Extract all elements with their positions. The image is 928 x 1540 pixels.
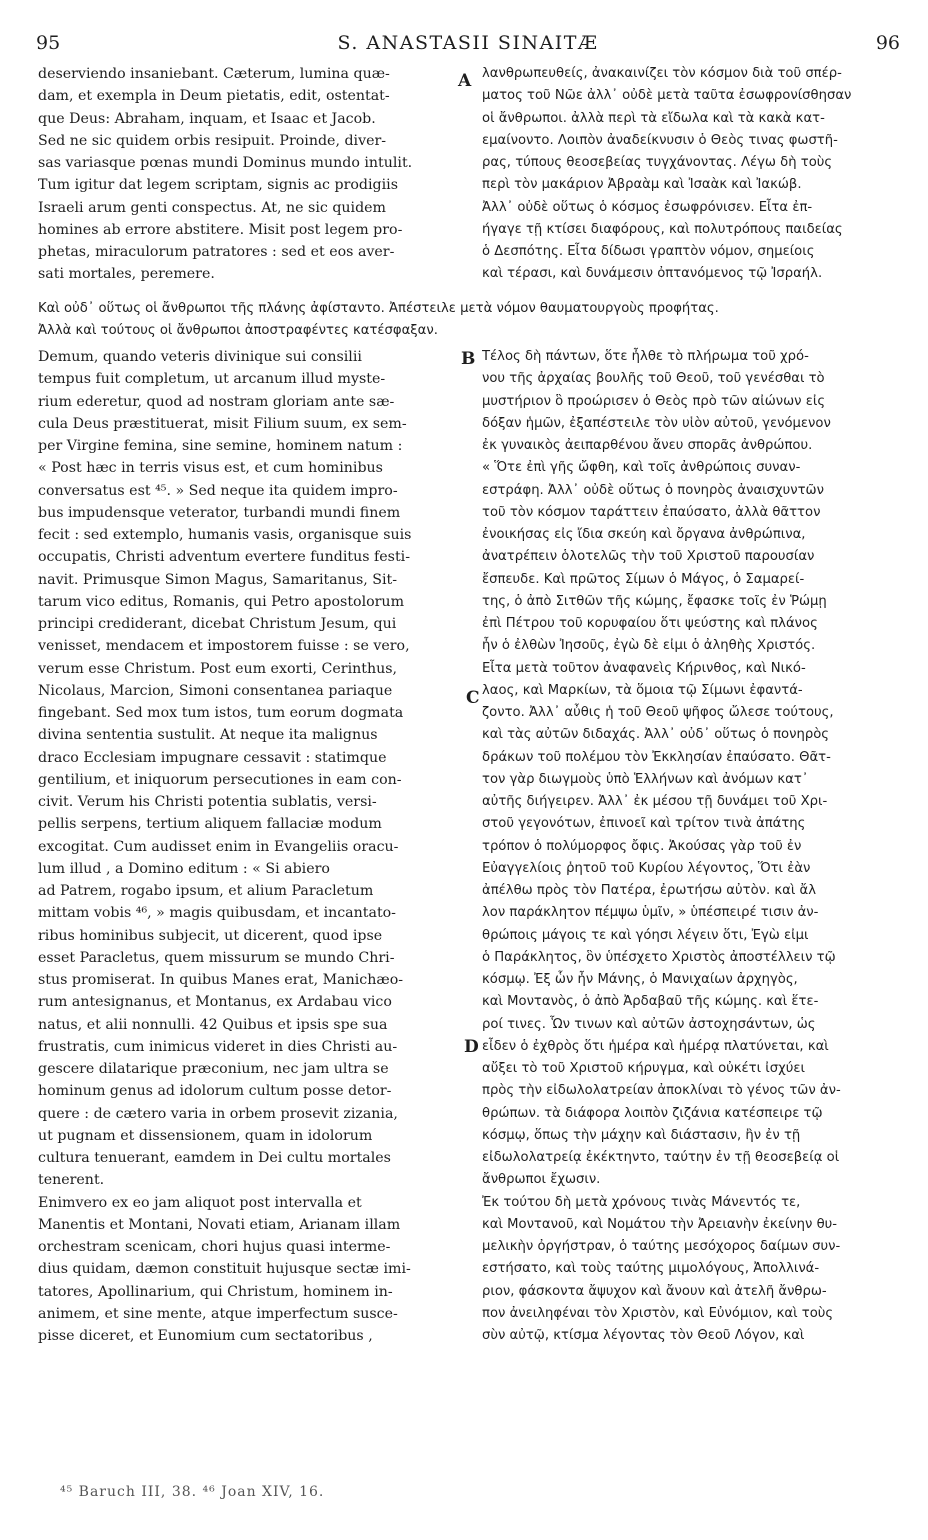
- text-line: λανθρωπευθείς, ἀνακαινίζει τὸν κόσμον διὰ τοῦ σπέρ-: [482, 66, 842, 81]
- footnotes: ⁴⁵ Baruch III, 38. ⁴⁶ Joan XIV, 16.: [60, 1484, 325, 1500]
- text-line: cula Deus præstituerat, misit Filium suum, ex sem-: [38, 415, 407, 432]
- text-line: ἀνατρέπειν ὁλοτελῶς τὴν τοῦ Χριστοῦ παρουσίαν: [482, 549, 815, 565]
- text-line: ἐπὶ Πέτρου τοῦ κορυφαίου ὅτι ψεύστης καὶ πλάνος: [482, 616, 818, 631]
- text-line: tatores, Apollinarium, qui Christum, hominem in-: [38, 1283, 393, 1300]
- text-line: dam, et exempla in Deum pietatis, edit, ostentat-: [38, 88, 390, 105]
- text-line: Demum, quando veteris divinique sui consilii: [38, 349, 362, 365]
- text-line: Nicolaus, Marcion, Simoni consentanea pariaque: [38, 682, 393, 699]
- text-line: tenerent.: [38, 1172, 105, 1189]
- text-line: draco Ecclesiam impugnare cessavit : statimque: [38, 749, 387, 766]
- greek-column-main: [482, 346, 902, 1347]
- text-line: Ἐκ τούτου δὴ μετὰ χρόνους τινὰς Μάνεντός τε,: [482, 1194, 801, 1210]
- text-line: per Virgine femina, sine semine, hominem natum :: [38, 438, 403, 454]
- text-line: μελικὴν ὀργήστραν, ὁ ταύτης μεσόχορος δαίμων συν-: [482, 1239, 841, 1254]
- text-line: Manentis et Montani, Novati etiam, Arianam illam: [38, 1216, 401, 1233]
- text-line: θρώποις μάγοις τε καὶ γόησι λέγειν ὅτι, Ἐγὼ εἰμι: [482, 927, 809, 943]
- text-line: tempus fuit completum, ut arcanum illud myste-: [38, 371, 386, 388]
- text-line: animem, et sine mente, atque imperfectum susce-: [38, 1305, 398, 1322]
- text-line: αὐτῆς διήγειρεν. Ἀλλ᾽ ἐκ μέσου τῇ δυνάμει τοῦ Χρι-: [482, 794, 828, 809]
- text-line: Enimvero ex eo jam aliquot post intervalla et: [38, 1194, 362, 1211]
- text-line: πρὸς τὴν εἰδωλολατρείαν ἀποκλίναι τὸ γένος τῶν ἀν-: [482, 1083, 841, 1099]
- text-line: ὁ Δεσπότης. Εἶτα δίδωσι γραπτὸν νόμον, σημείοις: [482, 244, 815, 259]
- text-line: ut pugnam et dissensionem, quam in idolorum: [38, 1127, 373, 1144]
- text-line: Ἀλλ᾽ οὐδὲ οὕτως ὁ κόσμος ἐσωφρόνισεν. Εἶτα ἐπ-: [482, 199, 813, 215]
- text-line: της, ὁ ἀπὸ Σιτθῶν τῆς κώμης, ἔφασκε τοῖς ἐν Ῥώμῃ: [482, 593, 827, 609]
- text-line: ἀπέλθω πρὸς τὸν Πατέρα, ἐρωτήσω αὐτὸν. καὶ ἄλ: [482, 883, 817, 898]
- greek-column-top: [482, 63, 902, 286]
- text-line: στοῦ γεγονότων, ἐπινοεῖ καὶ τρίτον τινὰ ἀπάτης: [482, 816, 806, 832]
- page-number-left: 95: [36, 32, 61, 54]
- text-line: fingebant. Sed mox tum istos, tum eorum dogmata: [38, 705, 404, 721]
- text-line: ἦν ὁ ἐλθὼν Ἰησοῦς, ἐγὼ δὲ εἰμι ὁ ἀληθὴς Χριστός.: [482, 638, 816, 654]
- text-line: δράκων τοῦ πολέμου τὸν Ἐκκλησίαν ἐπαύσατο. Θᾶτ-: [482, 749, 831, 765]
- text-line: εἶδεν ὁ ἐχθρὸς ὅτι ἡμέρα καὶ ἡμέρᾳ πλατύνεται, καὶ: [482, 1038, 829, 1054]
- text-line: Καὶ οὐδ᾽ οὕτως οἱ ἄνθρωποι τῆς πλάνης ἀφίσταντο. Ἀπέστειλε μετὰ νόμον θαυματουργοὺς προφήτας.: [38, 301, 719, 316]
- latin-column-top: [38, 63, 468, 286]
- latin-column-main: [38, 346, 468, 1347]
- text-line: « Ὅτε ἐπὶ γῆς ὤφθη, καὶ τοῖς ἀνθρώποις συναν-: [482, 460, 801, 476]
- column-marker-d: D: [464, 1037, 479, 1057]
- text-line: mittam vobis ⁴⁶, » magis quibusdam, et incantato-: [38, 905, 396, 922]
- text-line: Ἀλλὰ καὶ τούτους οἱ ἄνθρωποι ἀποστραφέντες κατέσφαξαν.: [38, 323, 438, 339]
- text-line: pellis serpens, tertium aliquem fallaciæ modum: [38, 816, 382, 833]
- text-line: venisset, mendacem et impostorem fuisse : se vero,: [38, 638, 410, 655]
- text-line: καὶ Μοντανὸς, ὁ ἀπὸ Ἀρδαβαῦ τῆς κώμης. καὶ ἕτε-: [482, 994, 819, 1010]
- column-marker-c: C: [466, 688, 480, 708]
- text-line: ρας, τύπους θεοσεβείας τυγχάνοντας. Λέγω δὴ τοὺς: [482, 155, 833, 170]
- text-line: hominum genus ad idolorum cultum posse detor-: [38, 1083, 392, 1100]
- text-line: ριον, φάσκοντα ἄψυχον καὶ ἄνουν καὶ ἀτελῆ ἄνθρω-: [482, 1283, 827, 1299]
- text-line: homines ab errore abstitere. Misit post legem pro-: [38, 221, 403, 238]
- text-line: εστήσατο, καὶ τοὺς ταύτης μιμολόγους, Ἀπολλινά-: [482, 1261, 820, 1277]
- text-line: ἐνοικήσας εἰς ἴδια σκεύη καὶ ὄργανα ἀνθρώπινα,: [482, 527, 806, 542]
- text-line: ribus hominibus subjecit, ut dicerent, quod ipse: [38, 927, 383, 944]
- text-line: Tum igitur dat legem scriptam, signis ac prodigiis: [38, 177, 398, 194]
- text-line: stus promiserat. In quibus Manes erat, Manichæo-: [38, 972, 404, 988]
- text-line: ζοντο. Ἀλλ᾽ αὖθις ἡ τοῦ Θεοῦ ψῆφος ὤλεσε τούτους,: [482, 705, 834, 720]
- text-line: esset Paracletus, quem missurum se mundo Chri-: [38, 949, 395, 966]
- text-line: orchestram scenicam, chori hujus quasi interme-: [38, 1239, 391, 1255]
- text-line: civit. Verum his Christi potentia sublatis, versi-: [38, 794, 377, 810]
- text-line: τον γὰρ διωγμοὺς ὑπὸ Ἑλλήνων καὶ ἀνόμων κατ᾽: [482, 771, 809, 787]
- text-line: tarum vico editus, Romanis, qui Petro apostolorum: [38, 593, 405, 610]
- text-line: καὶ Μοντανοῦ, καὶ Νομάτου τὴν Ἀρειανὴν ἐκείνην θυ-: [482, 1216, 838, 1232]
- text-line: θρώπων. τὰ διάφορα λοιπὸν ζιζάνια κατέσπειρε τῷ: [482, 1105, 823, 1121]
- text-line: περὶ τὸν μακάριον Ἀβραὰμ καὶ Ἰσαὰκ καὶ Ἰακώβ.: [482, 177, 802, 193]
- text-line: δόξαν ἡμῶν, ἐξαπέστειλε τὸν υἱὸν αὐτοῦ, γενόμενον: [482, 415, 831, 431]
- text-line: gentilium, et iniquorum persecutiones in eam con-: [38, 771, 402, 788]
- column-marker-b: B: [461, 349, 476, 369]
- text-line: καὶ τέρασι, καὶ δυνάμεσιν ὀπτανόμενος τῷ Ἰσραήλ.: [482, 266, 823, 282]
- text-line: Εἶτα μετὰ τοῦτον ἀναφανεὶς Κήρινθος, καὶ Νικό-: [482, 660, 806, 676]
- text-line: οἱ ἄνθρωποι. ἀλλὰ περὶ τὰ εἴδωλα καὶ τὰ κακὰ κατ-: [482, 110, 825, 126]
- text-line: Τέλος δὴ πάντων, ὅτε ἦλθε τὸ πλήρωμα τοῦ χρό-: [482, 349, 809, 364]
- text-line: excogitat. Cum audisset enim in Evangeliis oracu-: [38, 838, 399, 855]
- text-line: verum esse Christum. Post eum exorti, Cerinthus,: [38, 660, 398, 677]
- text-line: πον ἀνειληφέναι τὸν Χριστὸν, καὶ Εὐνόμιον, καὶ τοὺς: [482, 1305, 834, 1321]
- text-line: ἄνθρωποι ἔχωσιν.: [482, 1172, 601, 1188]
- text-line: deserviendo insaniebant. Cæterum, lumina quæ-: [38, 66, 390, 82]
- text-line: principi crediderant, dicebat Christum Jesum, qui: [38, 616, 397, 632]
- text-line: cultura tenuerant, eamdem in Dei cultu mortales: [38, 1150, 391, 1166]
- text-line: ἔσπευδε. Καὶ πρῶτος Σίμων ὁ Μάγος, ὁ Σαμαρεί-: [482, 571, 805, 587]
- text-line: εἰδωλολατρείᾳ ἐκέκτηντο, ταύτην ἐν τῇ θεοσεβείᾳ οἱ: [482, 1150, 840, 1165]
- text-line: ἐκ γυναικὸς ἀειπαρθένου ἄνευ σπορᾶς ἀνθρώπου.: [482, 438, 813, 453]
- text-line: Εὐαγγελίοις ῥητοῦ τοῦ Κυρίου λέγοντος, Ὅτι ἐὰν: [482, 860, 811, 876]
- text-line: sati mortales, peremere.: [38, 266, 215, 283]
- text-line: τοῦ τὸν κόσμον ταράττειν ἐπαύσατο, ἀλλὰ θᾶττον: [482, 504, 821, 520]
- text-line: gescere dilatarique præconium, nec jam ultra se: [38, 1061, 389, 1077]
- text-line: μυστήριον ὃ προώρισεν ὁ Θεὸς πρὸ τῶν αἰώνων εἰς: [482, 393, 826, 409]
- text-line: « Post hæc in terris visus est, et cum hominibus: [38, 460, 383, 477]
- text-line: ροί τινες. Ὧν τινων καὶ αὐτῶν ἀστοχησάντων, ὡς: [482, 1016, 816, 1032]
- page-number-right: 96: [875, 32, 900, 54]
- text-line: εστράφη. Ἀλλ᾽ οὐδὲ οὕτως ὁ πονηρὸς ἀναισχυντῶν: [482, 482, 824, 498]
- text-line: sas variasque pœnas mundi Dominus mundo intulit.: [38, 155, 413, 171]
- text-line: λον παράκλητον πέμψω ὑμῖν, » ὑπέσπειρέ τισιν ἀν-: [482, 905, 819, 921]
- text-line: frustratis, cum inimicus videret in dies Christi au-: [38, 1038, 398, 1055]
- text-line: pisse diceret, et Eunomium cum sectatoribus ,: [38, 1328, 373, 1344]
- text-line: κόσμῳ. Ἐξ ὧν ἦν Μάνης, ὁ Μανιχαίων ἀρχηγὸς,: [482, 972, 798, 987]
- text-line: navit. Primusque Simon Magus, Samaritanus, Sit-: [38, 571, 398, 588]
- text-line: rium ederetur, quod ad nostram gloriam ante sæ-: [38, 393, 395, 410]
- text-line: bus impudensque veterator, turbandi mundi finem: [38, 504, 401, 521]
- greek-full-width-lines: [38, 298, 898, 343]
- text-line: εμαίνοντο. Λοιπὸν ἀναδείκνυσιν ὁ Θεὸς τινας φωστῆ-: [482, 132, 838, 148]
- text-line: Sed ne sic quidem orbis resipuit. Proinde, diver-: [38, 132, 387, 149]
- text-line: que Deus: Abraham, inquam, et Isaac et Jacob.: [38, 110, 376, 127]
- text-line: occupatis, Christi adventum evertere funditus festi-: [38, 549, 410, 566]
- text-line: dius quidam, dæmon constituit hujusque sectæ imi-: [38, 1261, 411, 1278]
- text-line: ὁ Παράκλητος, ὃν ὑπέσχετο Χριστὸς ἀποστέλλειν τῷ: [482, 949, 836, 965]
- running-title: S. ANASTASII SINAITÆ: [337, 32, 599, 54]
- text-line: natus, et alii nonnulli. 42 Quibus et ipsis spe sua: [38, 1016, 388, 1033]
- text-line: conversatus est ⁴⁵. » Sed neque ita quidem impro-: [38, 482, 398, 499]
- column-marker-a: A: [458, 71, 472, 91]
- text-line: fecit : sed extemplo, humanis vasis, organisque suis: [38, 527, 412, 543]
- text-line: νου τῆς ἀρχαίας βουλῆς τοῦ Θεοῦ, τοῦ γενέσθαι τὸ: [482, 371, 825, 387]
- text-line: σὺν αὐτῷ, κτίσμα λέγοντας τὸν Θεοῦ Λόγον, καὶ: [482, 1328, 805, 1343]
- text-line: rum antesignanus, et Montanus, ex Ardabau vico: [38, 994, 392, 1011]
- text-line: ήγαγε τῇ κτίσει διαφόρους, καὶ πολυτρόπους παιδείας: [482, 221, 843, 237]
- text-line: Israeli arum genti conspectus. At, ne sic quidem: [38, 199, 387, 216]
- text-line: λαος, καὶ Μαρκίων, τὰ ὅμοια τῷ Σίμωνι ἐφαντά-: [482, 682, 803, 698]
- running-head: [36, 30, 900, 60]
- text-line: κόσμῳ, ὅπως τὴν μάχην καὶ διάστασιν, ἣν ἐν τῇ: [482, 1127, 801, 1143]
- text-line: καὶ τὰς αὐτῶν διδαχάς. Ἀλλ᾽ οὐδ᾽ οὕτως ὁ πονηρὸς: [482, 727, 830, 743]
- text-line: quere : de cætero varia in orbem prosevit zizania,: [38, 1105, 398, 1122]
- text-line: ad Patrem, rogabo ipsum, et alium Paracletum: [38, 883, 374, 899]
- text-line: lum illud , a Domino editum : « Si abiero: [38, 860, 330, 877]
- text-line: phetas, miraculorum patratores : sed et eos aver-: [38, 244, 395, 260]
- text-line: divina sententia sustulit. At neque ita malignus: [38, 727, 378, 744]
- text-line: ματος τοῦ Νῶε ἀλλ᾽ οὐδὲ μετὰ ταῦτα ἐσωφρονίσθησαν: [482, 88, 852, 104]
- text-line: αὔξει τὸ τοῦ Χριστοῦ κήρυγμα, καὶ οὐκέτι ἰσχύει: [482, 1061, 805, 1076]
- text-line: τρόπον ὁ πολύμορφος ὄφις. Ἀκούσας γὰρ τοῦ ἐν: [482, 838, 802, 854]
